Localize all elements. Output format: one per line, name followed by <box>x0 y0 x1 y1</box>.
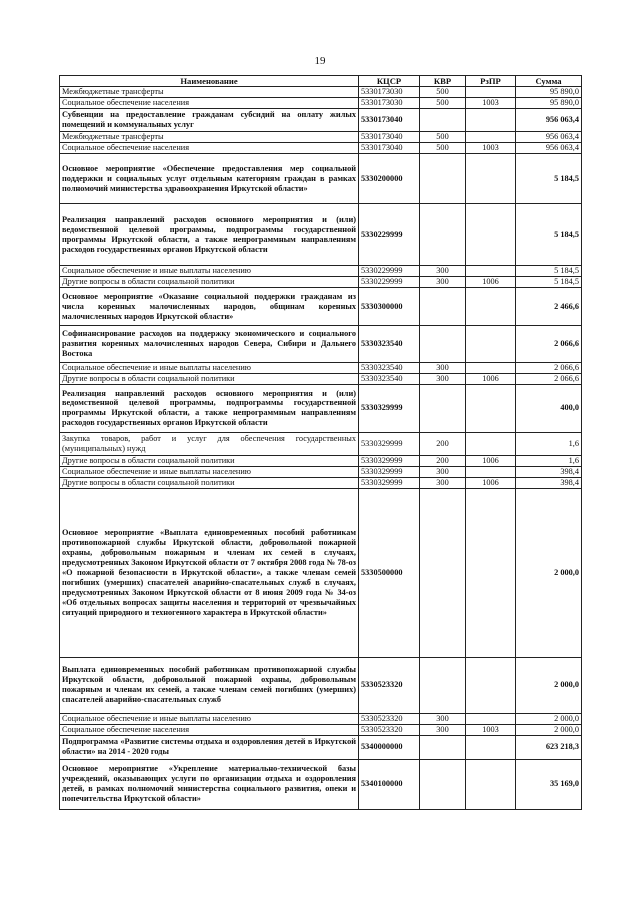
row-sum-cell: 2 000,0 <box>516 724 582 735</box>
row-rzpr-cell <box>466 87 516 98</box>
row-name-cell: Другие вопросы в области социальной политики <box>60 477 359 488</box>
row-rzpr-cell <box>466 384 516 432</box>
row-kcsr-cell: 5330200000 <box>359 154 420 204</box>
row-sum-cell: 95 890,0 <box>516 98 582 109</box>
row-name-cell: Другие вопросы в области социальной политики <box>60 277 359 288</box>
row-name-cell: Подпрограмма «Развитие системы отдыха и оздоровления детей в Иркутской области» на 2014 - 2020 годы <box>60 735 359 759</box>
row-kcsr-cell: 5330500000 <box>359 488 420 657</box>
table-row <box>60 477 582 488</box>
row-kvr-cell <box>420 735 466 759</box>
row-kcsr-cell: 5330300000 <box>359 288 420 326</box>
table-row <box>60 154 582 204</box>
row-name-cell: Социальное обеспечение населения <box>60 98 359 109</box>
row-name-cell: Основное мероприятие «Обеспечение предоставления мер социальной поддержки и социальных услуг отдельным категориям граждан в рамках полномочий министерства здравоохранения Иркутской области» <box>60 154 359 204</box>
row-kvr-cell <box>420 204 466 266</box>
row-kvr-cell <box>420 326 466 363</box>
row-kvr-cell <box>420 154 466 204</box>
row-kvr-cell: 200 <box>420 432 466 455</box>
row-kvr-cell: 300 <box>420 373 466 384</box>
row-rzpr-cell: 1003 <box>466 724 516 735</box>
row-kcsr-cell: 5330173030 <box>359 98 420 109</box>
row-kvr-cell <box>420 759 466 809</box>
table-row <box>60 109 582 132</box>
row-sum-cell: 956 063,4 <box>516 132 582 143</box>
row-kvr-cell: 500 <box>420 143 466 154</box>
row-name-cell: Другие вопросы в области социальной политики <box>60 455 359 466</box>
row-kvr-cell: 500 <box>420 132 466 143</box>
row-rzpr-cell <box>466 109 516 132</box>
row-kcsr-cell: 5330323540 <box>359 363 420 374</box>
row-sum-cell: 5 184,5 <box>516 204 582 266</box>
row-kcsr-cell: 5330173040 <box>359 143 420 154</box>
header-name: Наименование <box>60 76 359 87</box>
row-name-cell: Основное мероприятие «Оказание социальной поддержки гражданам из числа коренных малочисленных народов, общинам коренных малочисленных народов Иркутской области» <box>60 288 359 326</box>
row-name-cell: Субвенции на предоставление гражданам субсидий на оплату жилых помещений и коммунальных услуг <box>60 109 359 132</box>
row-kvr-cell: 200 <box>420 455 466 466</box>
row-name-cell: Закупка товаров, работ и услуг для обеспечения государственных (муниципальных) нужд <box>60 432 359 455</box>
header-kvr: КВР <box>420 76 466 87</box>
row-kcsr-cell: 5330173040 <box>359 109 420 132</box>
row-kvr-cell <box>420 109 466 132</box>
budget-table <box>59 75 582 810</box>
row-sum-cell: 5 184,5 <box>516 154 582 204</box>
row-sum-cell: 95 890,0 <box>516 87 582 98</box>
table-row <box>60 132 582 143</box>
table-row <box>60 326 582 363</box>
row-kcsr-cell: 5330523320 <box>359 724 420 735</box>
row-rzpr-cell: 1003 <box>466 98 516 109</box>
table-row <box>60 363 582 374</box>
table-row <box>60 87 582 98</box>
row-kcsr-cell: 5330229999 <box>359 204 420 266</box>
row-kcsr-cell: 5330329999 <box>359 466 420 477</box>
row-kcsr-cell: 5340100000 <box>359 759 420 809</box>
table-body <box>60 87 582 809</box>
row-sum-cell: 2 000,0 <box>516 713 582 724</box>
table-header-row <box>60 76 582 87</box>
row-sum-cell: 398,4 <box>516 477 582 488</box>
row-rzpr-cell <box>466 488 516 657</box>
row-rzpr-cell: 1006 <box>466 373 516 384</box>
row-kcsr-cell: 5330523320 <box>359 713 420 724</box>
row-kcsr-cell: 5330173030 <box>359 87 420 98</box>
table-row <box>60 466 582 477</box>
row-name-cell: Софинансирование расходов на поддержку экономического и социального развития коренных малочисленных народов Севера, Сибири и Дальнего Востока <box>60 326 359 363</box>
row-rzpr-cell <box>466 154 516 204</box>
row-name-cell: Социальное обеспечение населения <box>60 143 359 154</box>
row-kvr-cell: 300 <box>420 466 466 477</box>
row-sum-cell: 956 063,4 <box>516 109 582 132</box>
row-name-cell: Межбюджетные трансферты <box>60 132 359 143</box>
row-name-cell: Реализация направлений расходов основного мероприятия и (или) ведомственной целевой программы, подпрограммы государственной программы Иркутской области, а также непрограммным направлениям расходов государственных органов Иркутской области <box>60 204 359 266</box>
row-kvr-cell <box>420 288 466 326</box>
row-sum-cell: 400,0 <box>516 384 582 432</box>
row-kcsr-cell: 5330329999 <box>359 432 420 455</box>
row-sum-cell: 35 169,0 <box>516 759 582 809</box>
header-rzpr: РзПР <box>466 76 516 87</box>
row-sum-cell: 1,6 <box>516 455 582 466</box>
row-rzpr-cell <box>466 204 516 266</box>
row-rzpr-cell <box>466 735 516 759</box>
table-row <box>60 455 582 466</box>
table-row <box>60 288 582 326</box>
row-rzpr-cell: 1006 <box>466 455 516 466</box>
row-kvr-cell: 300 <box>420 713 466 724</box>
row-rzpr-cell <box>466 326 516 363</box>
row-kcsr-cell: 5330329999 <box>359 455 420 466</box>
row-kvr-cell <box>420 488 466 657</box>
table-row <box>60 657 582 713</box>
row-name-cell: Межбюджетные трансферты <box>60 87 359 98</box>
table-row <box>60 98 582 109</box>
row-name-cell: Основное мероприятие «Выплата единовременных пособий работникам противопожарной службы Иркутской области, добровольной пожарной охраны, добровольным пожарным и членам их семей в случаях, предусмотренных Законом Иркутской области от 7 октября 2008 года № 78-оз «О пожарной безопасности в Иркутской области», а также членам семей погибших (умерших) спасателей аварийно-спасательных служб в случаях, предусмотренных Законом Иркутской области от 8 июня 2009 года № 34-оз «Об отдельных вопросах защиты населения и территорий от чрезвычайных ситуаций природного и техногенного характера в Иркутской области» <box>60 488 359 657</box>
row-sum-cell: 2 066,6 <box>516 326 582 363</box>
header-kcsr: КЦСР <box>359 76 420 87</box>
table-row <box>60 204 582 266</box>
page-number: 19 <box>314 55 326 67</box>
row-sum-cell: 2 066,6 <box>516 373 582 384</box>
row-name-cell: Другие вопросы в области социальной политики <box>60 373 359 384</box>
header-sum: Сумма <box>516 76 582 87</box>
row-name-cell: Основное мероприятие «Укрепление материально-технической базы учреждений, оказывающих услуги по организации отдыха и оздоровления детей, в рамках полномочий министерства социального развития, опеки и попечительства Иркутской области» <box>60 759 359 809</box>
table-row <box>60 759 582 809</box>
row-kcsr-cell: 5330323540 <box>359 326 420 363</box>
table-row <box>60 373 582 384</box>
row-name-cell: Выплата единовременных пособий работникам противопожарной службы Иркутской области, добровольной пожарной охраны, добровольным пожарным и членам их семей, а также членам семей погибших (умерших) спасателей аварийно-спасательных служб <box>60 657 359 713</box>
row-kvr-cell <box>420 657 466 713</box>
table-row <box>60 277 582 288</box>
row-kcsr-cell: 5330229999 <box>359 277 420 288</box>
row-sum-cell: 2 466,6 <box>516 288 582 326</box>
row-sum-cell: 956 063,4 <box>516 143 582 154</box>
row-kvr-cell: 300 <box>420 363 466 374</box>
row-kvr-cell: 300 <box>420 477 466 488</box>
table-row <box>60 488 582 657</box>
row-kcsr-cell: 5330173040 <box>359 132 420 143</box>
row-sum-cell: 5 184,5 <box>516 277 582 288</box>
row-kcsr-cell: 5340000000 <box>359 735 420 759</box>
row-kcsr-cell: 5330329999 <box>359 477 420 488</box>
row-kvr-cell <box>420 384 466 432</box>
row-rzpr-cell: 1006 <box>466 277 516 288</box>
row-rzpr-cell <box>466 759 516 809</box>
table-row <box>60 384 582 432</box>
row-kcsr-cell: 5330523320 <box>359 657 420 713</box>
row-name-cell: Социальное обеспечение и иные выплаты населению <box>60 363 359 374</box>
row-rzpr-cell: 1003 <box>466 143 516 154</box>
row-rzpr-cell <box>466 266 516 277</box>
row-rzpr-cell <box>466 363 516 374</box>
row-sum-cell: 2 000,0 <box>516 488 582 657</box>
row-rzpr-cell <box>466 657 516 713</box>
row-kvr-cell: 300 <box>420 724 466 735</box>
row-sum-cell: 398,4 <box>516 466 582 477</box>
table-row <box>60 432 582 455</box>
row-kcsr-cell: 5330229999 <box>359 266 420 277</box>
row-kcsr-cell: 5330329999 <box>359 384 420 432</box>
row-name-cell: Социальное обеспечение и иные выплаты населению <box>60 266 359 277</box>
row-kvr-cell: 300 <box>420 266 466 277</box>
row-sum-cell: 5 184,5 <box>516 266 582 277</box>
row-rzpr-cell <box>466 288 516 326</box>
row-name-cell: Социальное обеспечение и иные выплаты населению <box>60 466 359 477</box>
row-name-cell: Социальное обеспечение и иные выплаты населению <box>60 713 359 724</box>
row-kvr-cell: 300 <box>420 277 466 288</box>
row-rzpr-cell <box>466 132 516 143</box>
table-row <box>60 143 582 154</box>
row-kcsr-cell: 5330323540 <box>359 373 420 384</box>
row-sum-cell: 623 218,3 <box>516 735 582 759</box>
row-rzpr-cell: 1006 <box>466 477 516 488</box>
table-row <box>60 735 582 759</box>
row-sum-cell: 2 066,6 <box>516 363 582 374</box>
row-sum-cell: 2 000,0 <box>516 657 582 713</box>
row-kvr-cell: 500 <box>420 87 466 98</box>
row-sum-cell: 1,6 <box>516 432 582 455</box>
row-rzpr-cell <box>466 432 516 455</box>
table-row <box>60 266 582 277</box>
row-rzpr-cell <box>466 713 516 724</box>
row-name-cell: Реализация направлений расходов основного мероприятия и (или) ведомственной целевой программы, подпрограммы государственной программы Иркутской области, а также непрограммным направлениям расходов государственных органов Иркутской области <box>60 384 359 432</box>
row-name-cell: Социальное обеспечение населения <box>60 724 359 735</box>
table-row <box>60 724 582 735</box>
row-rzpr-cell <box>466 466 516 477</box>
table-row <box>60 713 582 724</box>
row-kvr-cell: 500 <box>420 98 466 109</box>
